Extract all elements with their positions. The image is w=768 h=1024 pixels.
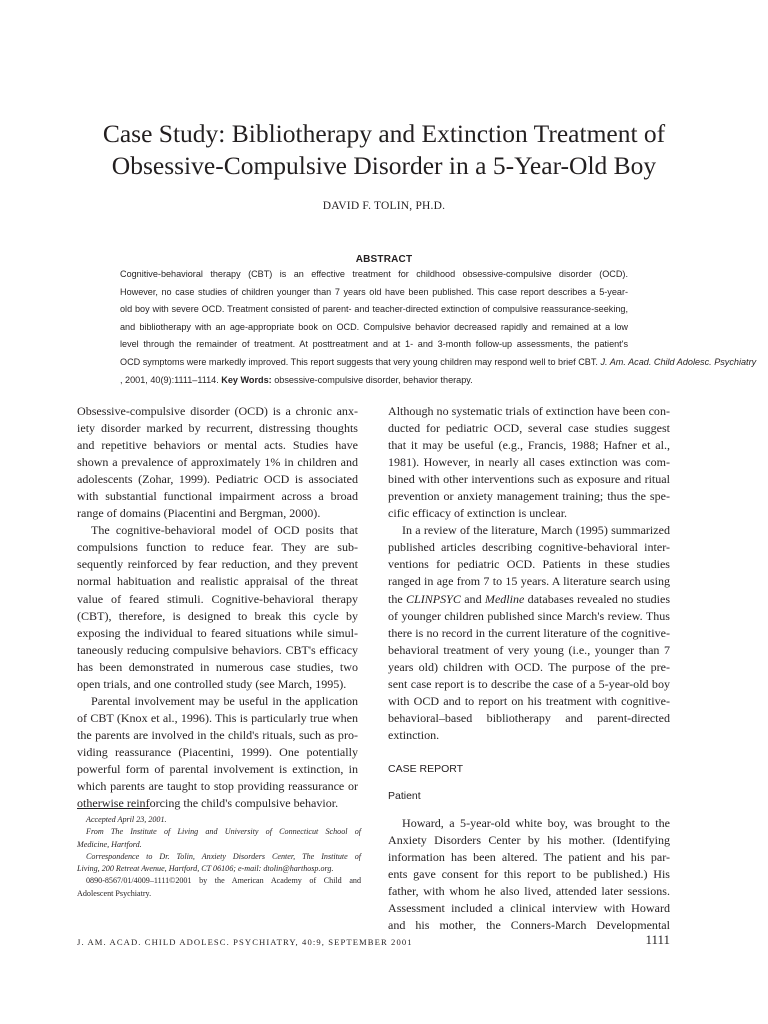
citation-details: , 2001, 40(9):1111–1114. xyxy=(120,374,219,385)
keywords-label: Key Words: xyxy=(221,374,272,385)
text-line: behavioral treatment of very young (i.e., younger than 7 xyxy=(388,642,670,657)
text-line: open trials, and one controlled study (see March, 1995). xyxy=(77,676,347,691)
author-byline: DAVID F. TOLIN, PH.D. xyxy=(322,200,446,212)
database-name: Medline xyxy=(484,591,525,606)
text-fragment: the xyxy=(388,591,407,606)
left-column xyxy=(77,403,358,812)
text-line: 1981). However, in nearly all cases extinction was com- xyxy=(388,455,670,470)
text-line: value of feared stimuli. Cognitive-behavioral therapy xyxy=(77,591,358,606)
abstract-line: Cognitive-behavioral therapy (CBT) is an effective treatment for childhood obsessive-compulsive disorder (OCD). xyxy=(120,269,628,279)
text-line: ventions for pediatric OCD. Patients in these studies xyxy=(388,557,670,572)
text-line: Howard, a 5-year-old white boy, was brought to the xyxy=(402,816,670,831)
footnote-accepted: Accepted April 23, 2001. xyxy=(86,815,167,824)
footnote-line: Adolescent Psychiatry. xyxy=(77,888,152,898)
text-line: ducted for pediatric OCD, several case studies suggest xyxy=(388,421,670,436)
database-name: CLINPSYC xyxy=(406,591,461,606)
text-line: The cognitive-behavioral model of OCD posits that xyxy=(91,523,358,538)
text-line: sequently reinforced by fear reduction, and they prevent xyxy=(77,557,358,572)
text-line: exposing the individual to feared situations while simul- xyxy=(77,625,358,640)
text-line: information has been altered. The patient and his par- xyxy=(388,850,670,865)
abstract-line xyxy=(120,372,628,390)
text-line: Obsessive-compulsive disorder (OCD) is a chronic anx- xyxy=(77,404,358,418)
abstract-line: level through the remainder of treatment. At posttreatment and at 1- and 3-month follow-up assessments, the patient's xyxy=(120,339,628,350)
text-fragment: and xyxy=(460,591,485,606)
abstract-line: and bibliotherapy with an age-appropriate book on OCD. Compulsive behavior decreased rapidly and remained at a low xyxy=(120,321,628,332)
paragraph xyxy=(388,403,670,522)
paragraph xyxy=(77,403,358,522)
abstract-line: However, no case studies of children younger than 7 years old have been published. This case report describes a 5-year- xyxy=(120,286,628,297)
title-line: Obsessive-Compulsive Disorder in a 5-Year-Old Boy xyxy=(111,151,657,180)
text-line: has been demonstrated in numerous case studies, two xyxy=(77,659,358,674)
text-line: Parental involvement may be useful in the application xyxy=(91,693,358,708)
abstract-heading: ABSTRACT xyxy=(355,254,413,265)
text-line: compulsions function to reduce fear. They are sub- xyxy=(77,540,358,555)
abstract-line: old boy with severe OCD. Treatment consisted of parent- and teacher-directed extinction of compulsive reassurance-seeking, xyxy=(120,304,628,315)
text-line: father, with whom he also lived, attended later sessions. xyxy=(388,884,670,899)
paragraph xyxy=(77,522,358,692)
text-line: Assessment included a clinical interview with Howard xyxy=(388,901,670,916)
text-line: (CBT), therefore, is designed to break this cycle by xyxy=(77,608,358,623)
text-line: cific efficacy of extinction is unclear. xyxy=(388,506,568,521)
text-line: with substantial functional impairment across a broad xyxy=(77,489,358,504)
text-line: and repetitive behaviors or mental acts. Studies have xyxy=(77,438,358,453)
article-title xyxy=(60,118,708,182)
text-line: range of domains (Piacentini and Bergman, 2000). xyxy=(77,506,321,521)
footnote-line: 0890-8567/01/4009–1111©2001 by the American Academy of Child and xyxy=(86,876,361,886)
text-line: Anxiety Disorders Center by his mother. (Identifying xyxy=(388,833,670,848)
text-line: the parents are involved in the child's rituals, such as pro- xyxy=(77,727,358,742)
citation-journal: J. Am. Acad. Child Adolesc. Psychiatry xyxy=(600,356,757,367)
section-heading: CASE REPORT xyxy=(388,762,464,775)
footnote-line: Correspondence to Dr. Tolin, Anxiety Disorders Center, The Institute of xyxy=(86,851,361,861)
text-line: otherwise reinforcing the child's compulsive behavior. xyxy=(77,796,339,811)
text-line: shown a prevalence of approximately 1% in children and xyxy=(77,455,358,470)
text-line: Although no systematic trials of extinction have been con- xyxy=(388,404,670,418)
keywords: obsessive-compulsive disorder, behavior therapy. xyxy=(271,374,473,385)
footnotes xyxy=(77,814,361,900)
right-column xyxy=(388,403,670,934)
text-fragment: databases revealed no studies xyxy=(524,591,671,606)
text-line: prevention or anxiety management training; thus the spe- xyxy=(388,489,670,504)
text-line: viding reassurance (Piacentini, 1999). One potentially xyxy=(77,744,358,759)
abstract-line-text: OCD symptoms were markedly improved. This report suggests that very young children may respond well to brief CBT. xyxy=(120,356,598,367)
footnote-line: From The Institute of Living and University of Connecticut School of xyxy=(86,827,361,837)
text-line: years old) children with OCD. The purpose of the pre- xyxy=(388,659,670,674)
paragraph xyxy=(388,522,670,744)
text-line: bined with other interventions such as exposure and ritual xyxy=(388,472,670,487)
text-line: behavioral–based bibliotherapy and parent-directed xyxy=(388,710,670,725)
text-line: ents gave consent for this report to be published.) His xyxy=(388,867,670,882)
paragraph xyxy=(388,815,670,934)
subsection-heading: Patient xyxy=(388,789,421,802)
running-footer: J. AM. ACAD. CHILD ADOLESC. PSYCHIATRY, 40:9, SEPTEMBER 2001 xyxy=(77,937,413,947)
text-line: powerful form of parental involvement is extinction, in xyxy=(77,761,358,776)
text-line: which parents are taught to stop providing reassurance or xyxy=(77,779,358,794)
text-line: In a review of the literature, March (1995) summarized xyxy=(402,523,670,538)
text-line: normal habituation and realistic appraisal of the threat xyxy=(77,574,358,589)
text-line: and his mother, the Conners-March Developmental xyxy=(388,918,670,933)
footnote-line: Medicine, Hartford. xyxy=(77,839,142,849)
text-line: there is no record in the current literature of the cognitive- xyxy=(388,625,670,640)
text-line: iety disorder marked by recurrent, distressing thoughts xyxy=(77,421,358,436)
paragraph xyxy=(77,693,358,812)
title-line: Case Study: Bibliotherapy and Extinction Treatment of xyxy=(102,119,666,148)
abstract-body xyxy=(120,266,757,389)
text-line: published articles describing cognitive-behavioral inter- xyxy=(388,540,670,555)
text-line: of younger children published since March's review. Thus xyxy=(388,608,670,623)
text-line xyxy=(388,591,670,608)
text-line: of CBT (Knox et al., 1996). This is particularly true when xyxy=(77,710,358,725)
text-line: sent case report is to describe the case of a 5-year-old boy xyxy=(388,676,670,691)
page-number: 1111 xyxy=(645,932,670,947)
abstract-line xyxy=(120,354,757,372)
text-line: that it may be useful (e.g., Francis, 1988; Hafner et al., xyxy=(388,438,670,453)
text-line: extinction. xyxy=(388,727,440,742)
text-line: with OCD and to report on his treatment with cognitive- xyxy=(388,693,670,708)
footnote-line: Living, 200 Retreat Avenue, Hartford, CT 06106; e-mail: dtolin@harthosp.org. xyxy=(77,864,334,874)
text-line: adolescents (Zohar, 1999). Pediatric OCD is associated xyxy=(77,472,358,487)
footnote-divider xyxy=(77,808,150,809)
text-line: taneously reducing compulsive behaviors. CBT's efficacy xyxy=(77,642,358,657)
text-line: ranged in age from 7 to 15 years. A literature search using xyxy=(388,574,670,589)
